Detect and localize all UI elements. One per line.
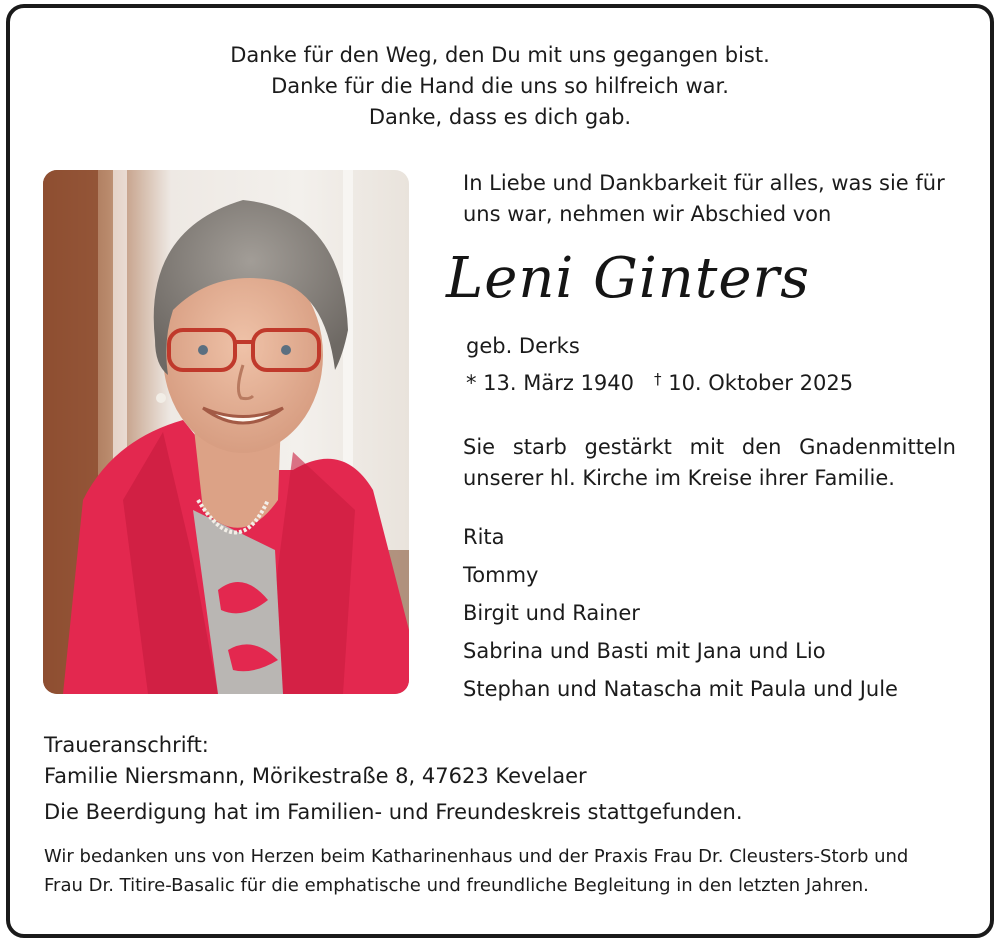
life-dates bbox=[466, 370, 853, 395]
family-member: Tommy bbox=[463, 563, 539, 587]
birth-name: geb. Derks bbox=[466, 334, 580, 358]
intro-text bbox=[463, 168, 958, 230]
family-list bbox=[463, 518, 898, 708]
death-date: 10. Oktober 2025 bbox=[668, 371, 854, 395]
intro-line: In Liebe und Dankbarkeit für alles, was sie für bbox=[463, 171, 945, 195]
family-member: Stephan und Natascha mit Paula und Jule bbox=[463, 677, 898, 701]
portrait-photo bbox=[43, 170, 409, 694]
poem-line: Danke für den Weg, den Du mit uns gegangen bist. bbox=[230, 43, 770, 67]
birth-date: * 13. März 1940 bbox=[466, 371, 635, 395]
poem bbox=[0, 40, 1000, 133]
death-note bbox=[463, 432, 956, 494]
family-member: Rita bbox=[463, 525, 505, 549]
address-line: Familie Niersmann, Mörikestraße 8, 47623 Kevelaer bbox=[44, 764, 587, 788]
cross-icon: † bbox=[654, 370, 662, 388]
mourning-address bbox=[44, 730, 587, 792]
death-note-line: Sie starb gestärkt mit den Gnadenmitteln bbox=[463, 435, 956, 459]
thanks-line: Wir bedanken uns von Herzen beim Katharinenhaus und der Praxis Frau Dr. Cleusters-Storb und bbox=[44, 846, 909, 867]
death-note-line: unserer hl. Kirche im Kreise ihrer Familie. bbox=[463, 466, 895, 490]
burial-note: Die Beerdigung hat im Familien- und Freundeskreis stattgefunden. bbox=[44, 800, 743, 824]
intro-line: uns war, nehmen wir Abschied von bbox=[463, 202, 832, 226]
thanks-note bbox=[44, 842, 964, 900]
thanks-line: Frau Dr. Titire-Basalic für die emphatische und freundliche Begleitung in den letzten Jahren. bbox=[44, 875, 869, 896]
poem-line: Danke für die Hand die uns so hilfreich war. bbox=[271, 74, 729, 98]
address-label: Traueranschrift: bbox=[44, 733, 209, 757]
deceased-name: Leni Ginters bbox=[446, 246, 810, 311]
family-member: Birgit und Rainer bbox=[463, 601, 640, 625]
family-member: Sabrina und Basti mit Jana und Lio bbox=[463, 639, 826, 663]
poem-line: Danke, dass es dich gab. bbox=[368, 105, 632, 129]
